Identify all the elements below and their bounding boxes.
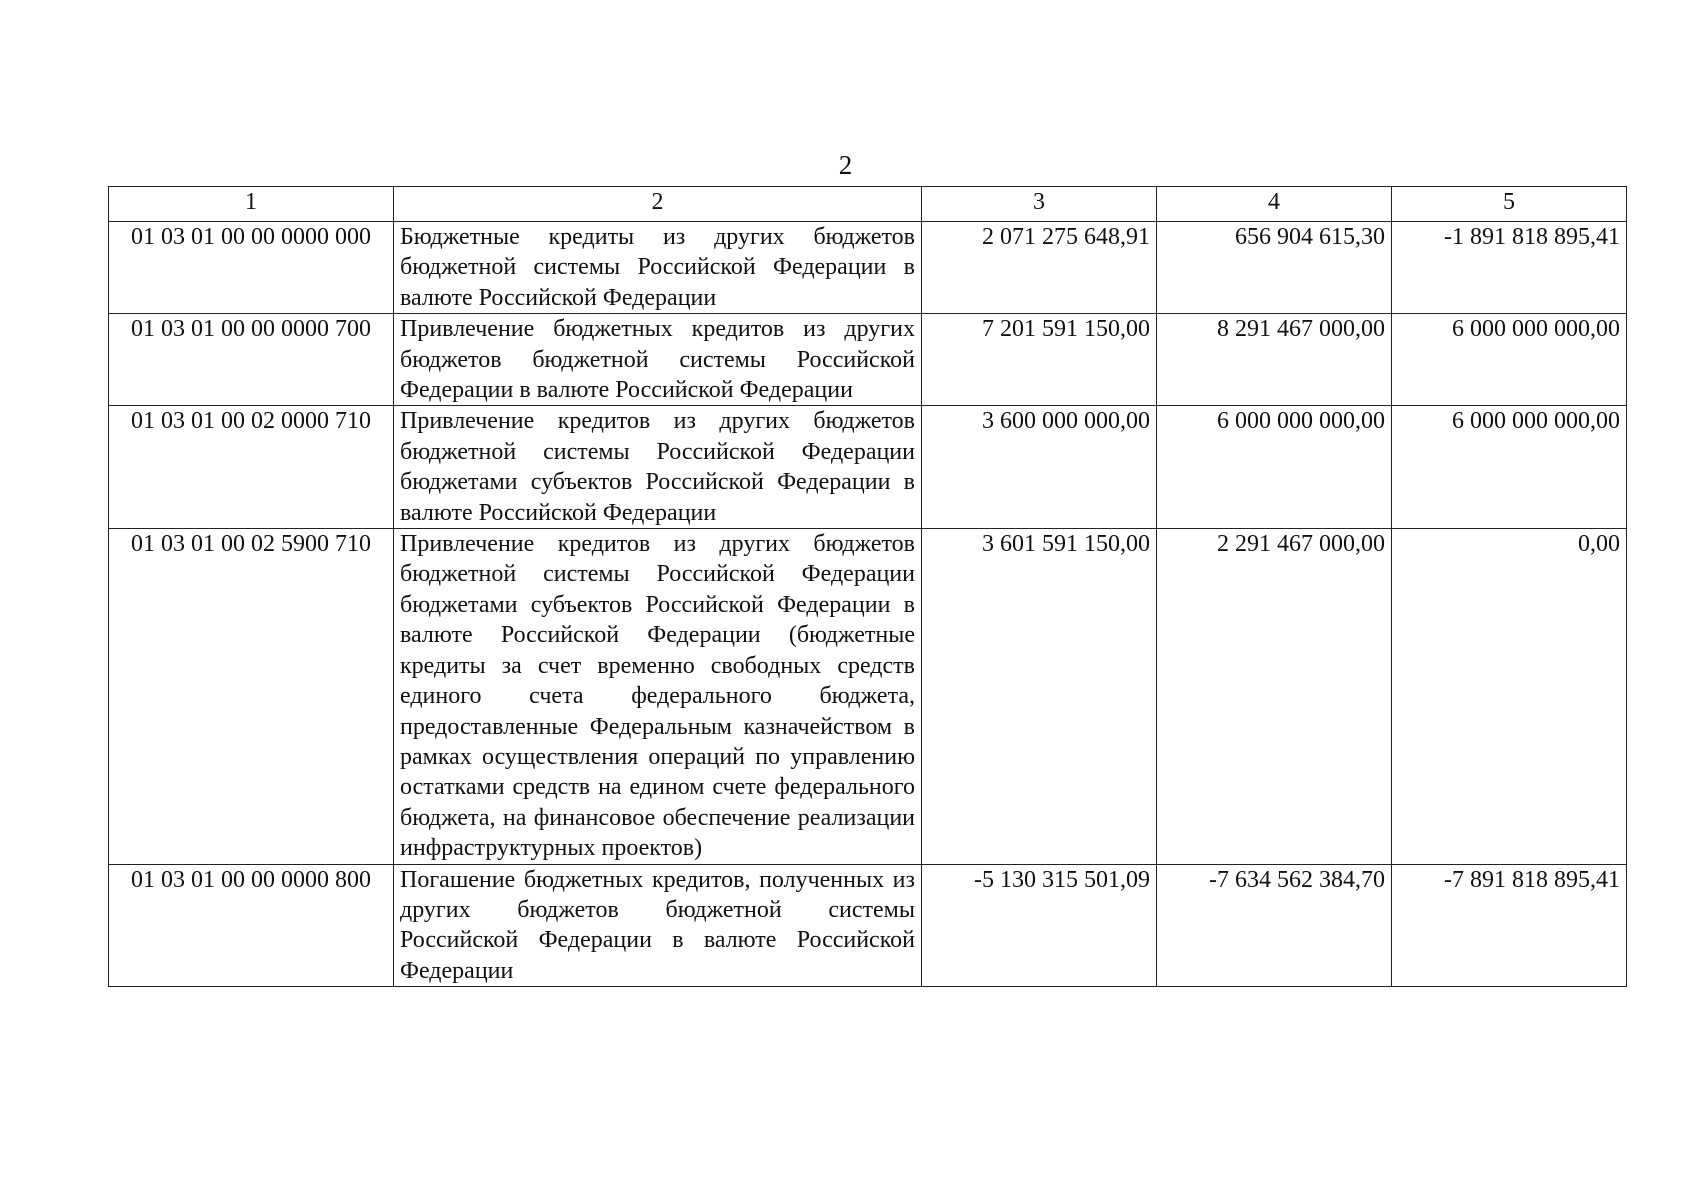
description-cell: Погашение бюджетных кредитов, полученных из других бюджетов бюджетной системы Российской Федерации в валюте Российской Федерации (394, 864, 922, 987)
amount-cell-col4: 8 291 467 000,00 (1157, 314, 1392, 406)
budget-code-cell: 01 03 01 00 00 0000 700 (109, 314, 394, 406)
table-row (109, 222, 1627, 314)
amount-cell-col4: 2 291 467 000,00 (1157, 529, 1392, 864)
amount-cell-col4: 6 000 000 000,00 (1157, 406, 1392, 529)
column-header: 3 (922, 187, 1157, 222)
column-header: 2 (394, 187, 922, 222)
budget-code-cell: 01 03 01 00 00 0000 800 (109, 864, 394, 987)
column-header: 4 (1157, 187, 1392, 222)
table-row (109, 864, 1627, 987)
budget-code-cell: 01 03 01 00 02 0000 710 (109, 406, 394, 529)
description-cell: Привлечение бюджетных кредитов из других бюджетов бюджетной системы Российской Федерации в валюте Российской Федерации (394, 314, 922, 406)
budget-code-cell: 01 03 01 00 02 5900 710 (109, 529, 394, 864)
column-header: 1 (109, 187, 394, 222)
description-cell: Привлечение кредитов из других бюджетов бюджетной системы Российской Федерации бюджетами субъектов Российской Федерации в валюте Российской Федерации (бюджетные кредиты за счет временно свободных средств единого счета федерального бюджета, предоставленные Федеральным казначейством в рамках осуществления операций по управлению остатками средств на едином счете федерального бюджета, на финансовое обеспечение реализации инфраструктурных проектов) (394, 529, 922, 864)
amount-cell-col3: 7 201 591 150,00 (922, 314, 1157, 406)
amount-cell-col5: 0,00 (1392, 529, 1627, 864)
page-number: 2 (838, 150, 853, 180)
amount-cell-col5: 6 000 000 000,00 (1392, 314, 1627, 406)
amount-cell-col5: -7 891 818 895,41 (1392, 864, 1627, 987)
amount-cell-col3: 3 601 591 150,00 (922, 529, 1157, 864)
column-header: 5 (1392, 187, 1627, 222)
description-cell: Привлечение кредитов из других бюджетов бюджетной системы Российской Федерации бюджетами субъектов Российской Федерации в валюте Российской Федерации (394, 406, 922, 529)
budget-sources-table (108, 186, 1627, 987)
amount-cell-col5: -1 891 818 895,41 (1392, 222, 1627, 314)
description-cell: Бюджетные кредиты из других бюджетов бюджетной системы Российской Федерации в валюте Российской Федерации (394, 222, 922, 314)
amount-cell-col3: -5 130 315 501,09 (922, 864, 1157, 987)
budget-code-cell: 01 03 01 00 00 0000 000 (109, 222, 394, 314)
table-row (109, 529, 1627, 864)
table-header-row (109, 187, 1627, 222)
amount-cell-col4: 656 904 615,30 (1157, 222, 1392, 314)
amount-cell-col4: -7 634 562 384,70 (1157, 864, 1392, 987)
table-row (109, 406, 1627, 529)
amount-cell-col5: 6 000 000 000,00 (1392, 406, 1627, 529)
amount-cell-col3: 2 071 275 648,91 (922, 222, 1157, 314)
amount-cell-col3: 3 600 000 000,00 (922, 406, 1157, 529)
table-row (109, 314, 1627, 406)
